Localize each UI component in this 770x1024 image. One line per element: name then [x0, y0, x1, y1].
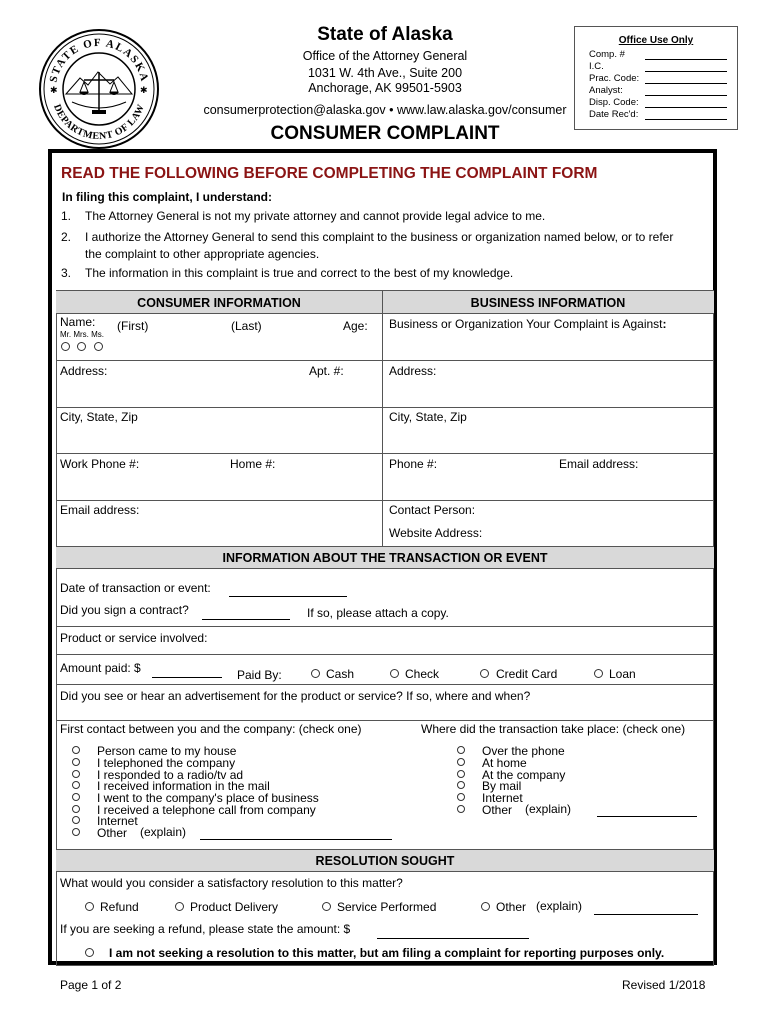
- page-number: Page 1 of 2: [60, 978, 122, 992]
- where-option-radio[interactable]: [457, 805, 465, 813]
- title-options-label: Mr. Mrs. Ms.: [60, 330, 104, 339]
- first-contact-label: First contact between you and the company: (check one): [60, 722, 362, 736]
- contact-option-label: Other: [97, 826, 128, 840]
- product-delivery-label: Product Delivery: [190, 900, 279, 914]
- office-use-line[interactable]: [645, 119, 727, 120]
- office-use-line[interactable]: [645, 59, 727, 60]
- contact-option-label: Person came to my house: [97, 744, 237, 758]
- name-label: Name:: [60, 315, 96, 329]
- item-number: 3.: [61, 266, 72, 280]
- check-radio[interactable]: [390, 669, 399, 678]
- row-divider: [56, 720, 714, 721]
- office-use-line[interactable]: [645, 95, 727, 96]
- where-option-radio[interactable]: [457, 781, 465, 789]
- revision-date: Revised 1/2018: [622, 978, 706, 992]
- amount-label: Amount paid: $: [60, 661, 141, 675]
- ms-radio[interactable]: [94, 342, 103, 351]
- where-option-label: Other: [482, 803, 513, 817]
- contact-option-label: Internet: [97, 814, 138, 828]
- office-use-field: Comp. #: [589, 49, 625, 60]
- department-of-law-seal: [38, 28, 160, 150]
- contact-option-radio[interactable]: [72, 758, 80, 766]
- contact-person-label: Contact Person:: [389, 503, 476, 517]
- home-phone-label: Home #:: [230, 457, 276, 471]
- advertisement-label: Did you see or hear an advertisement for the product or service? If so, where and when?: [60, 689, 531, 703]
- refund-radio[interactable]: [85, 902, 94, 911]
- contact-option-radio[interactable]: [72, 793, 80, 801]
- svg-text:✱: ✱: [50, 85, 58, 95]
- explain-label: (explain): [525, 802, 572, 816]
- svg-text:DEPARTMENT OF LAW: DEPARTMENT OF LAW: [51, 102, 148, 143]
- row-divider: [56, 360, 714, 361]
- consumer-city-label: City, State, Zip: [60, 410, 138, 424]
- check-label: Check: [405, 667, 440, 681]
- office-use-line[interactable]: [645, 71, 727, 72]
- where-option-label: At home: [482, 756, 527, 770]
- refund-label: Refund: [100, 900, 139, 914]
- contact-option-label: I received a telephone call from company: [97, 803, 316, 817]
- where-option-radio[interactable]: [457, 793, 465, 801]
- loan-label: Loan: [609, 667, 636, 681]
- office-use-field: Disp. Code:: [589, 97, 639, 108]
- svg-text:✱: ✱: [140, 85, 148, 95]
- contract-label: Did you sign a contract?: [60, 603, 189, 617]
- row-divider: [56, 684, 714, 685]
- consumer-info-heading: CONSUMER INFORMATION: [137, 296, 301, 310]
- instruction-item: The Attorney General is not my private attorney and cannot provide legal advice to me.: [85, 209, 546, 223]
- product-label: Product or service involved:: [60, 631, 208, 645]
- mrs-radio[interactable]: [77, 342, 86, 351]
- date-field[interactable]: [229, 596, 347, 597]
- where-option-label: Internet: [482, 791, 523, 805]
- cash-radio[interactable]: [311, 669, 320, 678]
- where-label: Where did the transaction take place: (check one): [421, 722, 686, 736]
- other-resolution-label: Other: [496, 900, 527, 914]
- row-divider: [56, 626, 714, 627]
- row-divider: [56, 453, 714, 454]
- business-name-label: Business or Organization Your Complaint is Against:: [389, 317, 667, 331]
- office-use-box: [574, 26, 738, 130]
- svg-text:STATE OF ALASKA: STATE OF ALASKA: [47, 36, 151, 84]
- office-use-field: Analyst:: [589, 85, 623, 96]
- row-divider: [56, 500, 714, 501]
- where-option-label: Over the phone: [482, 744, 565, 758]
- office-contact[interactable]: consumerprotection@alaska.gov • www.law.alaska.gov/consumer: [203, 103, 567, 117]
- website-label: Website Address:: [389, 526, 483, 540]
- column-divider: [382, 290, 383, 547]
- office-use-field: I.C.: [589, 61, 604, 72]
- last-name-label: (Last): [231, 319, 262, 333]
- business-city-label: City, State, Zip: [389, 410, 467, 424]
- other-where-explain-field[interactable]: [597, 816, 697, 817]
- instructions-heading: READ THE FOLLOWING BEFORE COMPLETING THE COMPLAINT FORM: [61, 165, 598, 182]
- consumer-email-label: Email address:: [60, 503, 140, 517]
- office-use-line[interactable]: [645, 107, 727, 108]
- age-label: Age:: [343, 319, 368, 333]
- office-use-field: Date Rec'd:: [589, 109, 639, 120]
- other-resolution-explain-field[interactable]: [594, 914, 698, 915]
- business-address-label: Address:: [389, 364, 437, 378]
- item-number: 2.: [61, 230, 72, 244]
- explain-label: (explain): [140, 825, 187, 839]
- amount-field[interactable]: [152, 677, 222, 678]
- where-option-radio[interactable]: [457, 746, 465, 754]
- first-name-label: (First): [117, 319, 149, 333]
- other-contact-explain-field[interactable]: [200, 839, 392, 840]
- where-option-radio[interactable]: [457, 770, 465, 778]
- business-info-heading: BUSINESS INFORMATION: [470, 296, 626, 310]
- state-title: State of Alaska: [317, 24, 453, 45]
- contact-option-label: I went to the company's place of business: [97, 791, 319, 805]
- office-city: Anchorage, AK 99501-5903: [308, 81, 462, 95]
- instructions-intro: In filing this complaint, I understand:: [62, 190, 272, 204]
- credit-card-label: Credit Card: [496, 667, 558, 681]
- instruction-item: The information in this complaint is true and correct to the best of my knowledge.: [85, 266, 514, 280]
- not-seeking-radio[interactable]: [85, 948, 94, 957]
- refund-amount-field[interactable]: [377, 938, 529, 939]
- resolution-question: What would you consider a satisfactory resolution to this matter?: [60, 876, 403, 890]
- business-email-label: Email address:: [559, 457, 639, 471]
- where-option-radio[interactable]: [457, 758, 465, 766]
- office-use-field: Prac. Code:: [589, 73, 640, 84]
- row-divider: [56, 654, 714, 655]
- service-performed-label: Service Performed: [337, 900, 437, 914]
- transaction-heading: INFORMATION ABOUT THE TRANSACTION OR EVENT: [222, 551, 548, 565]
- cash-label: Cash: [326, 667, 355, 681]
- attach-note: If so, please attach a copy.: [307, 606, 449, 620]
- where-option-label: By mail: [482, 779, 522, 793]
- instruction-item-continued: the complaint to other appropriate agencies.: [85, 247, 320, 261]
- contact-option-label: I received information in the mail: [97, 779, 270, 793]
- loan-radio[interactable]: [594, 669, 603, 678]
- business-phone-label: Phone #:: [389, 457, 438, 471]
- credit-card-radio[interactable]: [480, 669, 489, 678]
- explain-label: (explain): [536, 899, 583, 913]
- contact-option-label: I responded to a radio/tv ad: [97, 768, 244, 782]
- paid-by-label: Paid By:: [237, 668, 282, 682]
- contact-option-label: I telephoned the company: [97, 756, 236, 770]
- contract-field[interactable]: [202, 619, 290, 620]
- contact-option-radio[interactable]: [72, 805, 80, 813]
- office-street: 1031 W. 4th Ave., Suite 200: [307, 66, 463, 80]
- work-phone-label: Work Phone #:: [60, 457, 140, 471]
- not-seeking-label: I am not seeking a resolution to this matter, but am filing a complaint for reporting purposes only.: [109, 946, 665, 960]
- where-option-label: At the company: [482, 768, 566, 782]
- service-performed-radio[interactable]: [322, 902, 331, 911]
- resolution-heading: RESOLUTION SOUGHT: [315, 854, 455, 868]
- apt-label: Apt. #:: [309, 364, 344, 378]
- contact-option-radio[interactable]: [72, 828, 80, 836]
- office-use-line[interactable]: [645, 83, 727, 84]
- office-use-heading: Office Use Only: [618, 35, 694, 46]
- refund-amount-label: If you are seeking a refund, please state the amount: $: [60, 922, 351, 936]
- contact-option-radio[interactable]: [72, 816, 80, 824]
- form-title: CONSUMER COMPLAINT: [270, 123, 500, 144]
- instruction-item: I authorize the Attorney General to send this complaint to the business or organization named below, or to refer: [85, 230, 674, 244]
- contact-option-radio[interactable]: [72, 781, 80, 789]
- contact-option-radio[interactable]: [72, 746, 80, 754]
- contact-option-radio[interactable]: [72, 770, 80, 778]
- consumer-address-label: Address:: [60, 364, 108, 378]
- row-divider: [56, 407, 714, 408]
- office-name: Office of the Attorney General: [302, 49, 468, 63]
- product-delivery-radio[interactable]: [175, 902, 184, 911]
- other-resolution-radio[interactable]: [481, 902, 490, 911]
- date-label: Date of transaction or event:: [60, 581, 211, 595]
- mr-radio[interactable]: [61, 342, 70, 351]
- item-number: 1.: [61, 209, 72, 223]
